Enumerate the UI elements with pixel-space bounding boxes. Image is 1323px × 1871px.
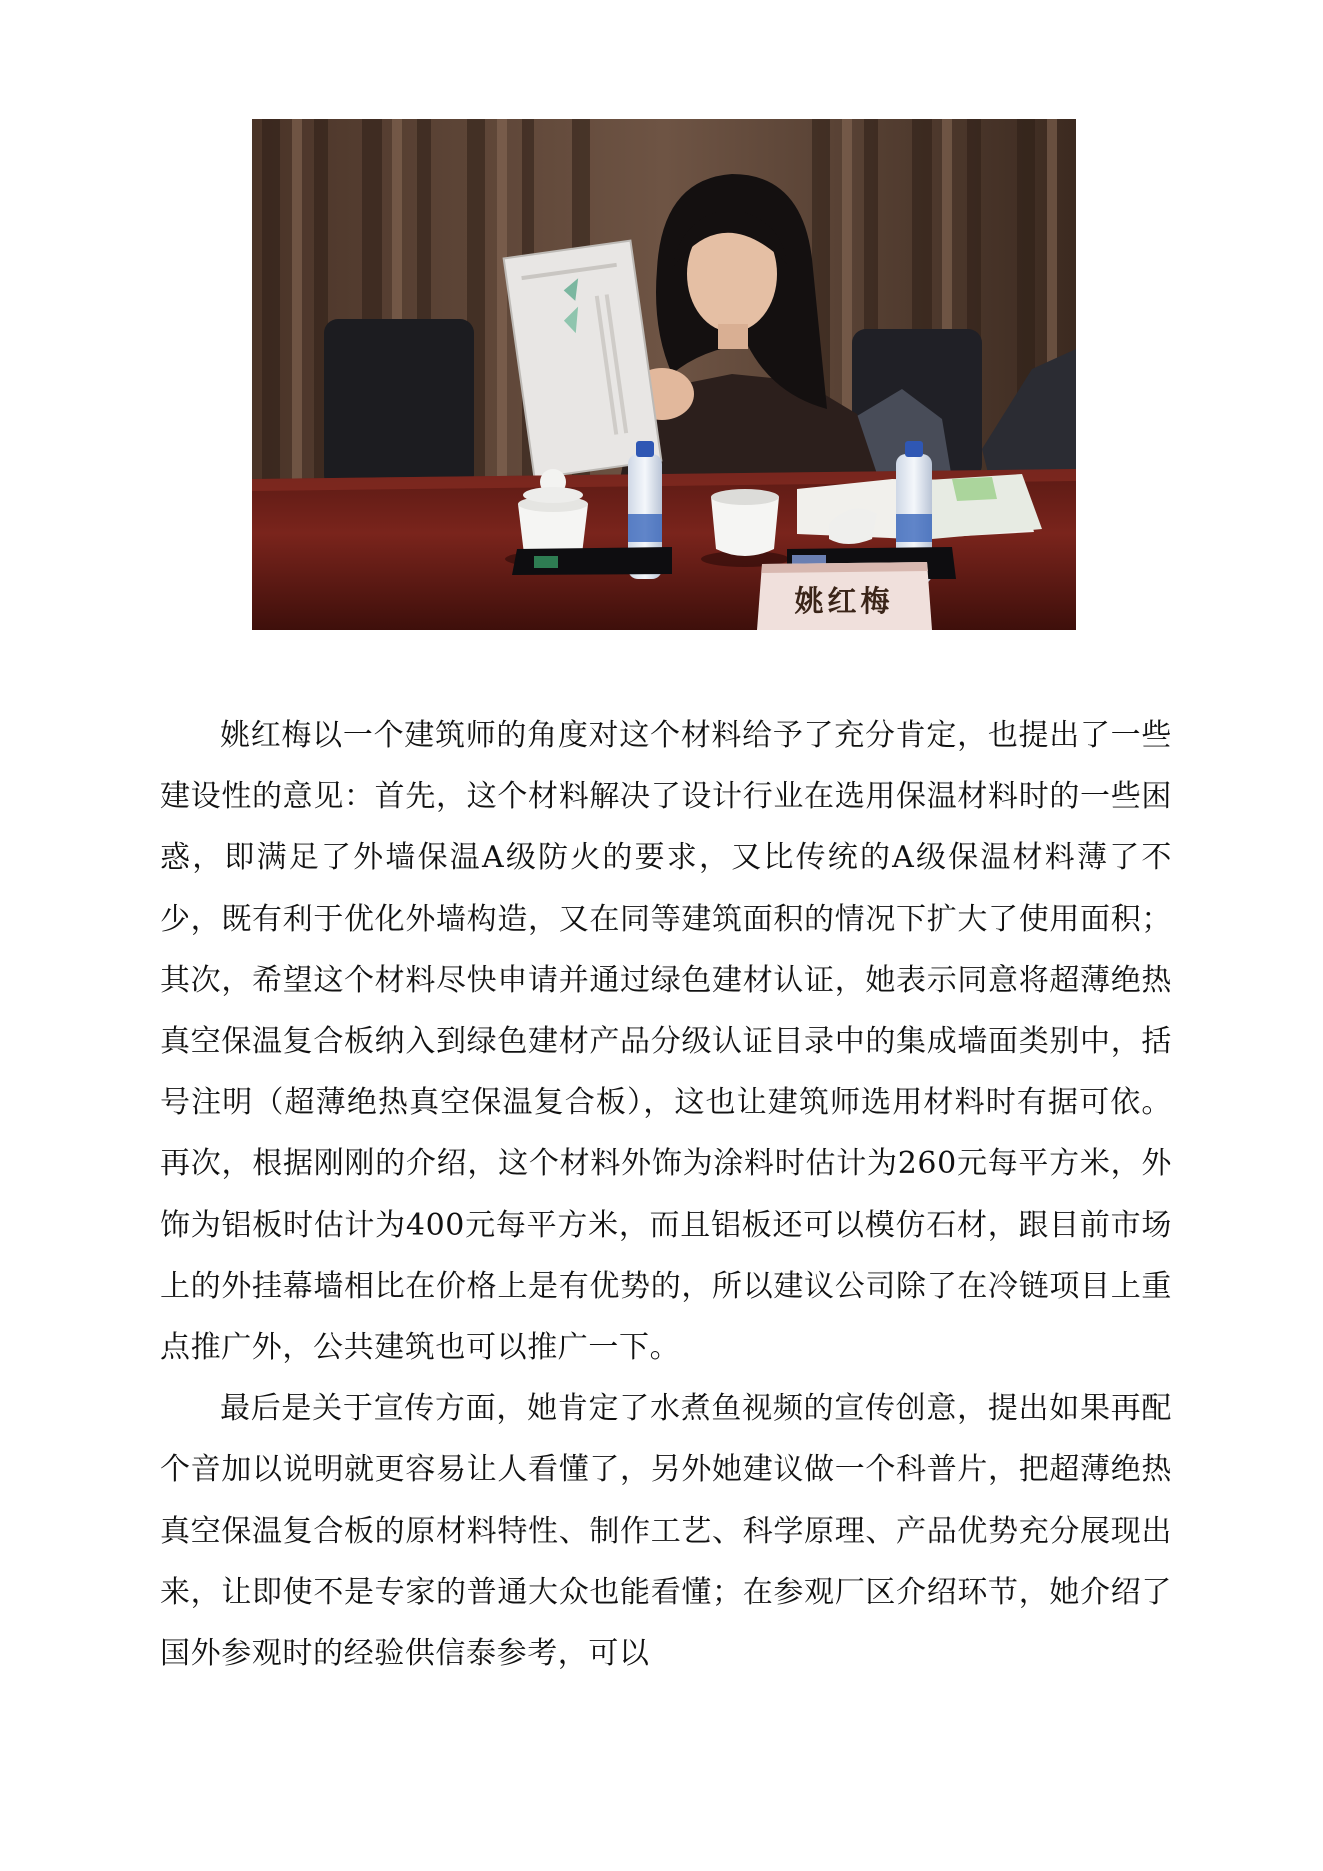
meeting-photo <box>252 119 1076 630</box>
paragraph-2: 最后是关于宣传方面，她肯定了水煮鱼视频的宣传创意，提出如果再配个音加以说明就更容易让人看懂了，另外她建议做一个科普片，把超薄绝热真空保温复合板的原材料特性、制作工艺、科学原理、产品优势充分展现出来，让即使不是专家的普通大众也能看懂；在参观厂区介绍环节，她介绍了国外参观时的经验供信泰参考，可以 <box>160 1391 1172 1672</box>
paragraph-1: 姚红梅以一个建筑师的角度对这个材料给予了充分肯定，也提出了一些建设性的意见：首先，这个材料解决了设计行业在选用保温材料时的一些困惑，即满足了外墙保温A级防火的要求，又比传统的A级保温材料薄了不少，既有利于优化外墙构造，又在同等建筑面积的情况下扩大了使用面积；其次，希望这个材料尽快申请并通过绿色建材认证，她表示同意将超薄绝热真空保温复合板纳入到绿色建材产品分级认证目录中的集成墙面类别中，括号注明（超薄绝热真空保温复合板），这也让建筑师选用材料时有据可依。再次，根据刚刚的介绍，这个材料外饰为涂料时估计为260元每平方米，外饰为铝板时估计为400元每平方米，而且铝板还可以模仿石材，跟目前市场上的外挂幕墙相比在价格上是有优势的，所以建议公司除了在冷链项目上重点推广外，公共建筑也可以推广一下。 <box>160 718 1172 1366</box>
nameplate <box>757 562 932 630</box>
article-body <box>160 705 1172 1684</box>
nameplate-text: 姚红梅 <box>794 584 894 618</box>
chair-left <box>324 319 474 489</box>
meeting-photo-illustration <box>252 119 1076 630</box>
